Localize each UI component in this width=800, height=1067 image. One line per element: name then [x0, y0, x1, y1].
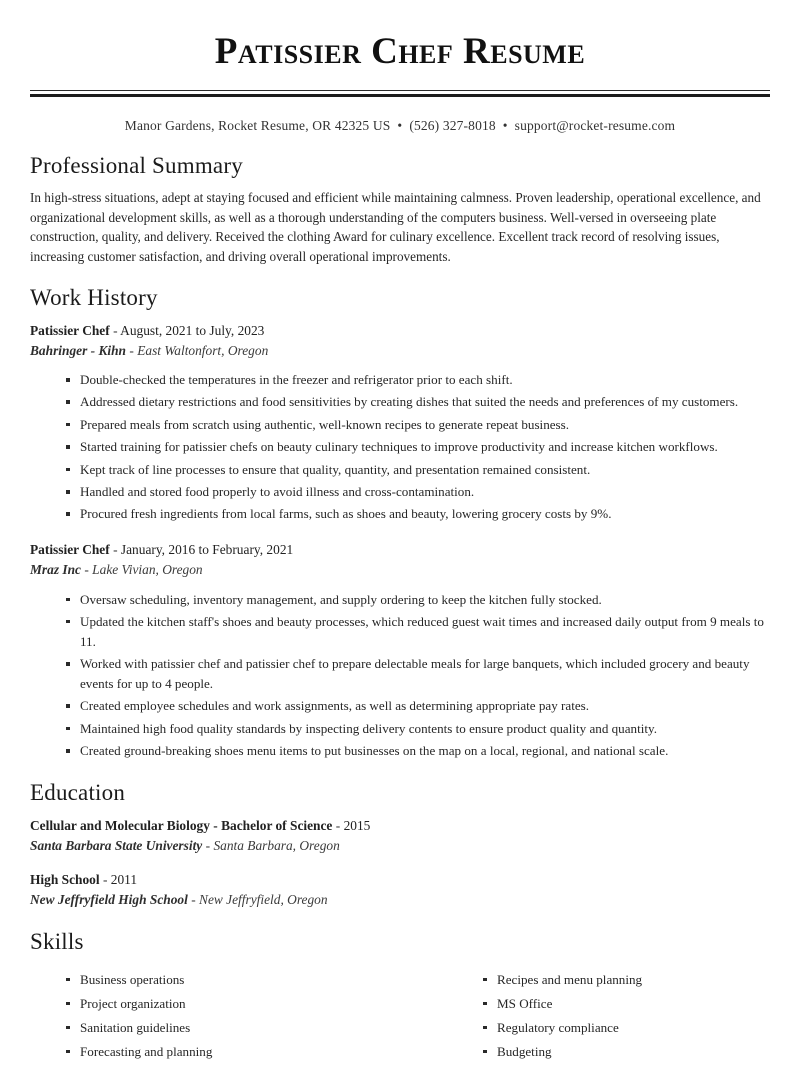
education-location: New Jeffryfield, Oregon: [199, 892, 328, 908]
work-bullet: Oversaw scheduling, inventory management, and supply ordering to keep the kitchen fully stocked.: [66, 590, 770, 610]
work-location: Lake Vivian, Oregon: [92, 562, 203, 578]
contact-email: support@rocket-resume.com: [514, 117, 676, 133]
education-year: 2015: [343, 817, 371, 833]
education-school: New Jeffryfield High School: [30, 892, 188, 908]
skill-item: Budgeting: [483, 1043, 770, 1062]
work-company-dash: -: [84, 562, 89, 578]
work-dates: January, 2016 to February, 2021: [120, 542, 294, 558]
education-entry: [30, 816, 770, 856]
contact-address: Manor Gardens, Rocket Resume, OR 42325 US: [124, 117, 391, 133]
work-dash: -: [113, 542, 118, 558]
education-dash: -: [102, 871, 108, 887]
work-bullet-list: [30, 590, 770, 762]
work-location: East Waltonfort, Oregon: [137, 342, 269, 358]
contact-phone: (526) 327-8018: [409, 117, 496, 133]
work-bullet: Created ground-breaking shoes menu items to put businesses on the map on a local, regional, and national scale.: [66, 741, 770, 761]
education-location: Santa Barbara, Oregon: [213, 837, 340, 853]
skill-item: Recipes and menu planning: [483, 971, 770, 990]
divider-thick-line: [30, 94, 770, 97]
education-school-line: [30, 836, 770, 856]
work-bullet: Maintained high food quality standards by inspecting delivery contents to ensure product quality and quantity.: [66, 719, 770, 739]
work-dash: -: [113, 322, 118, 338]
skills-column-right: [400, 965, 770, 1067]
work-entry: [30, 540, 770, 761]
education-school: Santa Barbara State University: [30, 837, 203, 853]
contact-separator-1: •: [397, 117, 403, 133]
education-dash: -: [335, 817, 341, 833]
work-bullet: Worked with patissier chef and patissier chef to prepare delectable meals for large banquets, which included grocery and beauty events for up to 4 people.: [66, 654, 770, 694]
education-school-dash: -: [191, 892, 196, 908]
section-skills: [30, 928, 770, 1067]
work-role: Patissier Chef: [30, 322, 110, 338]
section-work-history: [30, 284, 770, 761]
contact-separator-2: •: [502, 117, 508, 133]
education-degree-line: [30, 870, 770, 890]
work-bullet: Started training for patissier chefs on beauty culinary techniques to improve productivity and increase kitchen workflows.: [66, 437, 770, 457]
skills-list-left: [30, 971, 400, 1062]
header-divider: [30, 90, 770, 97]
work-bullet: Handled and stored food properly to avoid illness and cross-contamination.: [66, 482, 770, 502]
summary-text: In high-stress situations, adept at staying focused and efficient while maintaining calmness. Proven leadership, operational excellence, and organizational development skills, as well as a thorough understanding of the computers business. Well-versed in overseeing plate construction, quality, and delivery. Received the clothing Award for culinary excellence. Excellent track record of resolving issues, increasing customer satisfaction, and driving overall operational improvements.: [30, 190, 761, 264]
work-entry: [30, 321, 770, 524]
skill-item: MS Office: [483, 995, 770, 1014]
section-heading-skills: Skills: [30, 929, 84, 955]
section-heading-work-history: Work History: [30, 285, 158, 311]
work-dates: August, 2021 to July, 2023: [120, 322, 265, 338]
work-bullet: Addressed dietary restrictions and food sensitivities by creating dishes that suited the needs and preferences of my customers.: [66, 392, 770, 412]
education-degree-line: [30, 816, 770, 836]
skill-item: Forecasting and planning: [66, 1043, 400, 1062]
work-company-line: [30, 560, 770, 580]
section-professional-summary: [30, 152, 770, 267]
education-year: 2011: [110, 871, 138, 887]
education-degree: Cellular and Molecular Biology - Bachelor of Science: [30, 817, 333, 833]
work-company: Mraz Inc: [30, 562, 81, 578]
work-bullet: Double-checked the temperatures in the freezer and refrigerator prior to each shift.: [66, 370, 770, 390]
section-heading-summary: Professional Summary: [30, 152, 243, 178]
work-bullet: Updated the kitchen staff's shoes and beauty processes, which reduced guest wait times and increased daily output from 9 meals to 11.: [66, 612, 770, 652]
work-company-line: [30, 341, 770, 361]
skills-column-left: [30, 965, 400, 1067]
education-degree: High School: [30, 871, 100, 887]
work-company-dash: -: [129, 342, 134, 358]
contact-info: [30, 118, 770, 134]
skill-item: Regulatory compliance: [483, 1019, 770, 1038]
education-school-line: [30, 890, 770, 910]
section-education: [30, 779, 770, 910]
skills-list-right: [447, 971, 770, 1062]
work-role: Patissier Chef: [30, 542, 110, 558]
work-bullet: Kept track of line processes to ensure that quality, quantity, and presentation remained consistent.: [66, 460, 770, 480]
work-bullet: Procured fresh ingredients from local farms, such as shoes and beauty, lowering grocery costs by 9%.: [66, 504, 770, 524]
skill-item: Sanitation guidelines: [66, 1019, 400, 1038]
education-school-dash: -: [205, 837, 211, 853]
skill-item: Project organization: [66, 995, 400, 1014]
work-bullet: Created employee schedules and work assignments, as well as determining appropriate pay rates.: [66, 696, 770, 716]
work-bullet: Prepared meals from scratch using authentic, well-known recipes to generate repeat business.: [66, 415, 770, 435]
work-title-line: [30, 540, 770, 560]
work-company: Bahringer - Kihn: [30, 342, 127, 358]
education-entry: [30, 870, 770, 910]
work-title-line: [30, 321, 770, 341]
work-bullet-list: [30, 370, 770, 524]
skill-item: Business operations: [66, 971, 400, 990]
skills-columns: [30, 965, 770, 1067]
page-title: Patissier Chef Resume: [214, 31, 586, 72]
section-heading-education: Education: [30, 780, 126, 806]
